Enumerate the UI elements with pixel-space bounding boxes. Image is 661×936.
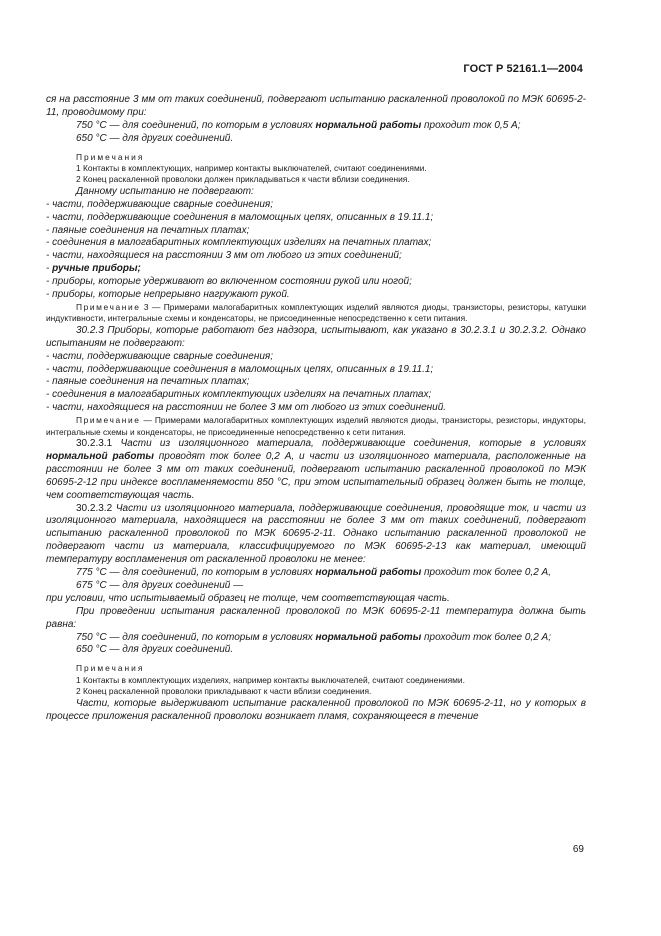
temp-text: 775 °С — для соединений, по которым в условиях <box>76 567 313 579</box>
list-item: - части, поддерживающие соединения в маломощных цепях, описанных в 19.11.1; <box>46 363 434 375</box>
notes-block-1 <box>46 152 586 186</box>
clause-number: 30.2.3.1 <box>76 437 113 449</box>
clause-text: проводят ток более 0,2 А, и части из изоляционного материала, расположенные на расстоянии не более 3 мм от таких соединений, подвергают испытанию раскаленной проволокой по МЭК 60695-2-12 при индексе воспламеняемости 850 °С, при этом испытательный образец должен быть не толще, чем соответствующая часть. <box>46 450 586 501</box>
list-item: - части, поддерживающие сварные соединения; <box>46 350 274 362</box>
notes-title: Примечания <box>76 151 145 162</box>
list-item: - соединения в малогабаритных комплектующих изделиях на печатных платах; <box>46 237 432 249</box>
clause-text: Части из изоляционного материала, поддерживающие соединения, которые в условиях <box>120 437 586 449</box>
list-item: - приборы, которые удерживают во включенном состоянии рукой или ногой; <box>46 276 412 288</box>
note-item: 1 Контакты в комплектующих, например контакты выключателей, считают соединениями. <box>76 163 427 174</box>
temp-text-end: проходит ток более 0,2 А; <box>424 631 551 643</box>
temperature-line-650-b: 650 °С — для других соединений. <box>76 644 234 656</box>
list-item: - части, находящиеся на расстоянии 3 мм от любого из этих соединений; <box>46 250 402 262</box>
list-item: - паяные соединения на печатных платах; <box>46 224 250 236</box>
list-item: - части, поддерживающие соединения в маломощных цепях, описанных в 19.11.1; <box>46 211 434 223</box>
note-item: 1 Контакты в комплектующих изделиях, например контакты выключателей, считают соединениями. <box>76 674 465 685</box>
list-item: - части, поддерживающие сварные соединения; <box>46 198 274 210</box>
clause-30-2-3-1 <box>46 438 586 503</box>
condition-line: при условии, что испытываемый образец не толще, чем соответствующая часть. <box>46 592 450 604</box>
page-content <box>46 94 586 723</box>
clause-number: 30.2.3.2 <box>76 502 113 514</box>
test-temperature-paragraph: При проведении испытания раскаленной проволокой по МЭК 60695-2-11 температура должна быть равна: <box>46 605 586 630</box>
final-paragraph: Части, которые выдерживают испытание раскаленной проволокой по МЭК 60695-2-11, но у которых в процессе приложения раскаленной проволоки возникает пламя, сохраняющееся в течение <box>46 697 586 722</box>
list-item: - части, находящиеся на расстоянии не более 3 мм от любого из этих соединений. <box>46 402 447 414</box>
notes-title: Примечания <box>76 663 145 674</box>
note-text: 3 — Примерами малогабаритных комплектующих изделий являются диоды, транзисторы, резисторы, катушки индуктивности, интегральные схемы и конденсаторы, не присоединенные непосредственно к сети питания. <box>46 302 586 324</box>
clause-text: Части из изоляционного материала, поддерживающие соединения, проводящие ток, и части из изоляционного материала, находящиеся на расстоянии не более 3 мм от таких соединений, подвергают испытанию раскаленной проволокой по МЭК 60695-2-11. Однако испытанию раскаленной проволокой не подвергают части из материала, классифицируемого по МЭК 60695-2-13 как материал, имеющий температуру воспламенения от раскаленной проволоки не менее: <box>46 502 586 566</box>
temperature-line-650: 650 °С — для других соединений. <box>76 132 234 144</box>
temperature-line-750 <box>46 120 586 133</box>
note-item: 2 Конец раскаленной проволоки прикладывают к части вблизи соединения. <box>76 686 372 697</box>
list-item <box>46 263 586 276</box>
notes-block-2 <box>46 663 586 697</box>
temp-text: 750 °С — для соединений, по которым в условиях <box>76 631 313 643</box>
term-hand-held-appliances: ручные приборы; <box>52 263 141 275</box>
note-item: 2 Конец раскаленной проволоки должен прикладываться к части вблизи соединения. <box>76 174 410 185</box>
list-item: - соединения в малогабаритных комплектующих изделиях на печатных платах; <box>46 389 432 401</box>
note-3 <box>46 302 586 325</box>
continued-paragraph: ся на расстояние 3 мм от таких соединений, подвергают испытанию раскаленной проволокой по МЭК 60695-2-11, проводимому при: <box>46 94 586 118</box>
list-item: - паяные соединения на печатных платах; <box>46 376 250 388</box>
term-normal-operation: нормальной работы <box>315 631 422 643</box>
term-normal-operation: нормальной работы <box>46 450 154 462</box>
note-label: Примечание <box>76 415 141 426</box>
page-number: 69 <box>572 844 584 855</box>
clause-30-2-3: 30.2.3 Приборы, которые работают без надзора, испытывают, как указано в 30.2.3.1 и 30.2.3.2. Однако испытаниям не подвергают: <box>46 324 586 349</box>
document-header: ГОСТ Р 52161.1—2004 <box>463 63 583 75</box>
temp-text: 750 °С — для соединений, по которым в условиях <box>76 119 313 131</box>
temp-text-end: проходит ток 0,5 А; <box>424 119 521 131</box>
exclusion-intro: Данному испытанию не подвергают: <box>76 185 254 197</box>
temperature-line-675: 675 °С — для других соединений — <box>76 579 244 591</box>
list-item: - приборы, которые непрерывно нагружают рукой. <box>46 289 290 301</box>
temperature-line-750-b <box>46 632 586 645</box>
clause-30-2-3-2 <box>46 503 586 568</box>
note-text: — Примерами малогабаритных комплектующих изделий являются диоды, транзисторы, резисторы, индукторы, интегральные схемы и конденсаторы, не присоединенные непосредственно к сети питания. <box>46 415 586 437</box>
temp-text-end: проходит ток более 0,2 А, <box>424 567 551 579</box>
note-4 <box>46 415 586 438</box>
note-label: Примечание <box>76 302 141 312</box>
temperature-line-775 <box>46 567 586 580</box>
term-normal-operation: нормальной работы <box>315 567 422 579</box>
term-normal-operation: нормальной работы <box>315 119 422 131</box>
list-dash: - <box>46 263 53 275</box>
